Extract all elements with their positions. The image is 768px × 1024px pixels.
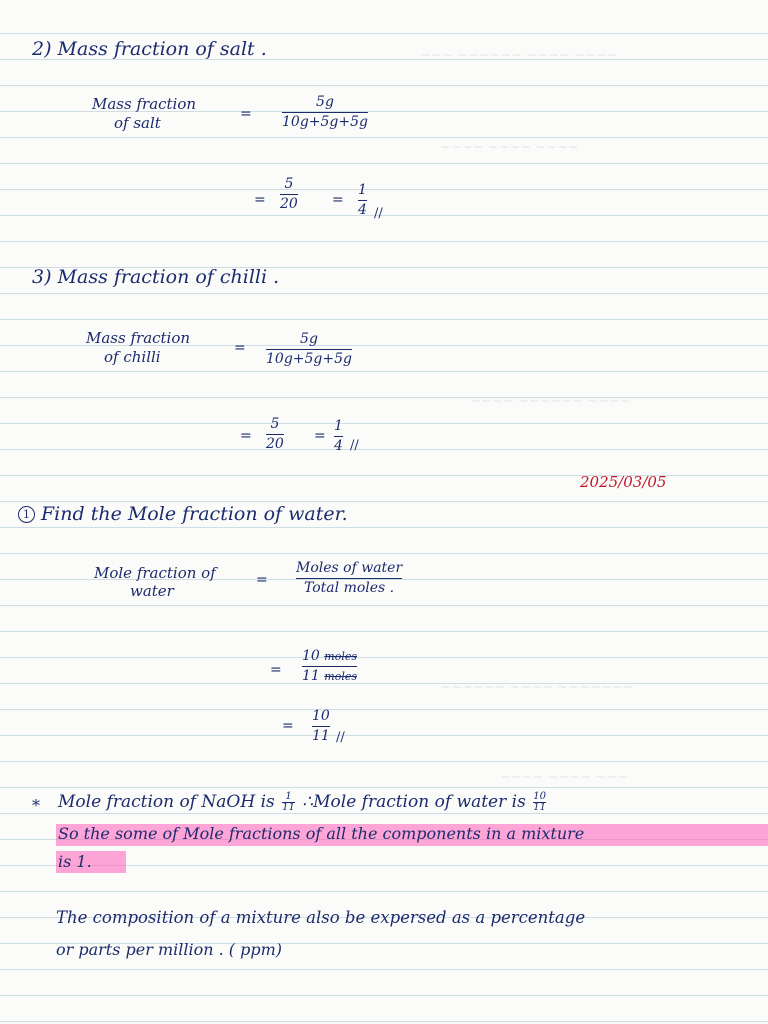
fraction-bar	[334, 436, 343, 437]
fraction-denominator: 11	[282, 802, 295, 813]
mass-fraction-chilli-label-line2: of chilli	[104, 348, 161, 366]
equals-sign: =	[270, 662, 282, 678]
fraction-denominator	[302, 668, 357, 685]
mole-fraction-water-label-line1: Mole fraction of	[94, 564, 216, 582]
fraction-bar	[280, 194, 298, 195]
note-line3: is 1.	[58, 852, 92, 871]
equals-sign: =	[332, 192, 344, 208]
bleed-through-text: ~~~~ ~~~~~~ ~~~~	[470, 394, 631, 409]
numbered-circle: 1	[18, 506, 35, 523]
equals-sign: =	[256, 572, 268, 588]
fraction-denominator: 10g+5g+5g	[282, 114, 368, 130]
note-line1-part-a: Mole fraction of NaOH is	[58, 792, 275, 812]
fraction-bar	[358, 200, 367, 201]
note-bullet: *	[32, 796, 40, 815]
fraction-denominator: 4	[358, 202, 367, 218]
fraction-numerator: 1	[285, 791, 292, 802]
fraction-bar	[282, 112, 368, 113]
fraction-numerator: Moles of water	[296, 560, 403, 576]
bleed-through-text: ~~~~~~ ~~~~ ~~~~~~~	[440, 680, 634, 695]
fraction-numerator: 5	[284, 176, 294, 192]
numerator-value: 10	[302, 648, 320, 664]
section-1-heading	[18, 503, 348, 525]
fraction-bar	[312, 726, 330, 727]
entry-date: 2025/03/05	[580, 473, 667, 491]
water-fraction-3	[312, 708, 330, 745]
bleed-through-text: ~~~ ~~~~~~ ~~~~ ~~~~	[420, 48, 618, 63]
mass-fraction-salt-label-line2: of salt	[114, 114, 161, 132]
fraction-numerator	[302, 648, 357, 665]
mass-fraction-chilli-label-line1: Mass fraction	[86, 329, 191, 347]
equals-sign: =	[282, 718, 294, 734]
final-answer-marks: //	[350, 438, 359, 453]
mole-fraction-water-label-line2: water	[130, 582, 174, 600]
equals-sign: =	[254, 192, 266, 208]
note-line1-part-b: ∴Mole fraction of water is	[302, 792, 526, 812]
fraction-denominator: 4	[334, 438, 343, 454]
final-answer-marks: //	[336, 730, 345, 745]
chilli-fraction-1	[266, 331, 352, 368]
fraction-numerator: 10	[312, 708, 330, 724]
equals-sign: =	[314, 428, 326, 444]
composition-line1: The composition of a mixture also be expersed as a percentage	[56, 908, 586, 927]
equals-sign: =	[240, 428, 252, 444]
fraction-bar	[296, 578, 402, 579]
fraction-numerator: 5	[270, 416, 280, 432]
fraction-numerator: 1	[334, 418, 343, 434]
fraction-denominator: Total moles .	[304, 580, 395, 596]
composition-line2: or parts per million . ( ppm)	[56, 940, 283, 959]
equals-sign: =	[240, 106, 252, 122]
cancelled-unit: moles	[324, 650, 358, 663]
fraction-bar	[302, 666, 357, 667]
section-3-heading: 3) Mass fraction of chilli .	[32, 266, 280, 288]
fraction-numerator: 10	[533, 791, 546, 802]
salt-fraction-2	[280, 176, 298, 213]
water-fraction-1	[296, 560, 402, 597]
note-line1	[58, 792, 548, 813]
mass-fraction-salt-label-line1: Mass fraction	[92, 95, 197, 113]
water-fraction-note	[533, 792, 546, 813]
fraction-denominator: 10g+5g+5g	[266, 351, 352, 367]
naoh-fraction	[282, 792, 295, 813]
fraction-numerator: 5g	[300, 331, 318, 347]
fraction-denominator: 20	[266, 436, 284, 452]
denominator-value: 11	[302, 668, 320, 684]
water-fraction-2	[302, 648, 357, 685]
fraction-bar	[266, 349, 352, 350]
fraction-numerator: 1	[358, 182, 367, 198]
cancelled-unit: moles	[324, 670, 358, 683]
fraction-denominator: 20	[280, 196, 298, 212]
bleed-through-text: ~~~~ ~~~~ ~~~~	[440, 140, 579, 155]
section-1-heading-text: Find the Mole fraction of water.	[41, 503, 348, 525]
bleed-through-text: ~~~~ ~~~~ ~~~	[500, 770, 629, 785]
fraction-bar	[266, 434, 284, 435]
salt-fraction-3	[358, 182, 367, 219]
section-2-heading: 2) Mass fraction of salt .	[32, 38, 267, 60]
chilli-fraction-2	[266, 416, 284, 453]
salt-fraction-1	[282, 94, 368, 131]
final-answer-marks: //	[374, 206, 383, 221]
chilli-fraction-3	[334, 418, 343, 455]
fraction-numerator: 5g	[316, 94, 334, 110]
fraction-denominator: 11	[533, 802, 546, 813]
fraction-denominator: 11	[312, 728, 330, 744]
equals-sign: =	[234, 340, 246, 356]
note-line2: So the some of Mole fractions of all the components in a mixture	[58, 824, 585, 843]
